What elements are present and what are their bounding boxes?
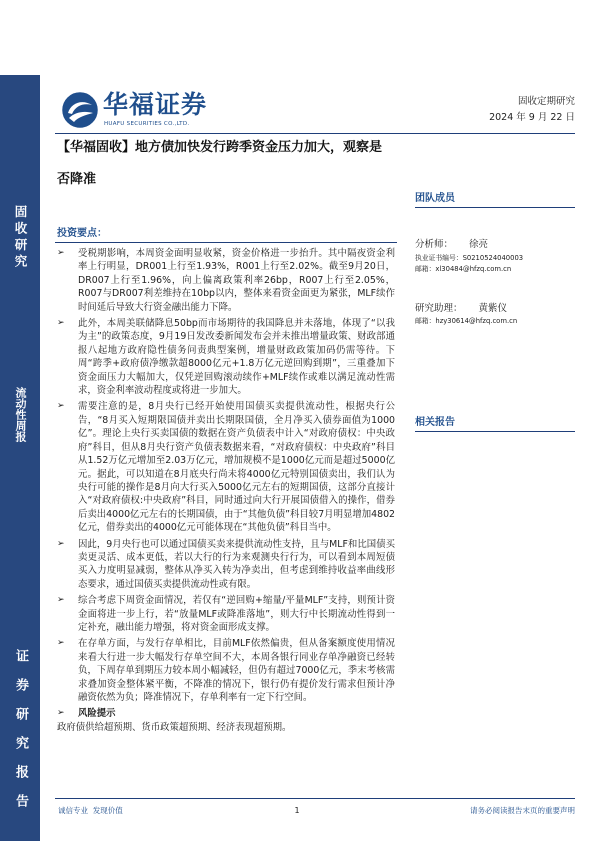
sidebar-section-securities-research: 证券研究报告: [13, 649, 28, 823]
assistant-name: 黄紫仪: [478, 303, 508, 314]
bullet-arrow-icon: ➢: [57, 708, 65, 719]
key-points-list: [57, 247, 395, 734]
bullet-text: 此外，本周美联储降息50bp而市场期待的我国降息并未落地，体现了“以我为主”的政策态度，9月19日发改委新闻发布会并未推出增量政策、财政部通报八起地方政府隐性债务问责典型案例，增量财政政策加码仍需等待。下周“跨季+政府债净缴款超8000亿元+1.8万亿元逆回购到期”，三重叠加下资金面压力大幅加大，仅凭逆回购滚动续作+MLF续作或难以满足流动性需求，资金利率波动程度或将进一步加大。: [78, 318, 395, 397]
footer-divider: [55, 798, 575, 799]
analyst-label: 分析师：: [415, 239, 454, 250]
related-reports-heading: 相关报告: [415, 417, 455, 428]
related-reports-divider: [415, 431, 575, 432]
assistant-label: 研究助理：: [415, 303, 463, 314]
list-item: [57, 594, 395, 634]
key-points-divider: [55, 242, 397, 243]
page-number: 1: [294, 806, 300, 815]
brand-name-en: HUAFU SECURITIES CO.,LTD.: [104, 121, 190, 127]
bullet-arrow-icon: ➢: [57, 248, 65, 258]
risk-warning-label: 风险提示: [78, 708, 116, 720]
bullet-arrow-icon: ➢: [57, 401, 65, 412]
risk-warning-text: 政府债供给超预期、货币政策超预期、经济表现超预期。: [57, 721, 292, 733]
list-item: [57, 538, 395, 592]
brand-name-cn: 华福证券: [103, 90, 208, 119]
footer-slogan: 诚信专业 发现价值: [58, 806, 123, 815]
analyst-name: 徐亮: [469, 239, 489, 250]
bullet-text: 因此，9月央行也可以通过国债买卖来提供流动性支持，且与MLF和比国债买卖更灵活、成本更低，若以大行的行为来观测央行行为，可以看到本周短债买入力度明显减弱，整体从净买入转为净卖出，但考虑到维持收益率曲线形态要求，通过国债买卖提供流动性或有限。: [78, 538, 395, 590]
list-item: [57, 637, 395, 704]
bullet-arrow-icon: ➢: [57, 318, 65, 329]
team-divider: [415, 207, 575, 208]
sidebar-section-liquidity-weekly: 流动性周报: [14, 387, 27, 442]
list-item: [57, 247, 395, 314]
analyst-certificate: 执业证书编号：S0210524040003: [415, 254, 524, 262]
assistant-email: 邮箱：hzy30614@hfzq.com.cn: [415, 317, 518, 325]
huafu-logo-icon: [62, 92, 98, 128]
report-title: 【华福固收】地方债加快发行跨季资金压力加大，观察是否降准: [57, 140, 383, 187]
key-points-heading: 投资要点：: [57, 228, 107, 239]
bullet-arrow-icon: ➢: [57, 595, 65, 606]
bullet-text: 综合考虑下周资金面情况，若仅有“逆回购+缩量/平量MLF”支持，则预计资金面将进一步上行，若“放量MLF或降准落地”，则大行中长期流动性得到一定补充，融出能力增强，将对资金面形成支撑。: [78, 595, 395, 633]
list-item: [57, 400, 395, 534]
footer-disclaimer: 请务必阅读报告末页的重要声明: [470, 806, 575, 815]
left-sidebar: [0, 75, 40, 841]
list-item: [57, 317, 395, 397]
bullet-text: 在存单方面，与发行存单相比，目前MLF依然偏贵，但从备案额度使用情况来看大行进一步大幅发行存单空间不大，本周各银行同业存单净融资已经转负，下周存单到期压力较本周小幅减轻，但仍有超过7000亿元，季末考核需求叠加资金整体紧平衡，不降准的情况下，银行仍有提价发行需求但预计净融资依然为负；降准情况下，存单利率有一定下行空间。: [78, 638, 395, 703]
risk-warning-item: [57, 707, 395, 720]
report-date: 2024 年 9 月 22 日: [489, 112, 575, 123]
analyst-email: 邮箱：xl30484@hfzq.com.cn: [415, 265, 512, 273]
bullet-arrow-icon: ➢: [57, 638, 65, 649]
report-type: 固收定期研究: [517, 96, 575, 107]
team-heading: 团队成员: [415, 193, 455, 204]
bullet-arrow-icon: ➢: [57, 538, 65, 549]
bullet-text: 需要注意的是，8月央行已经开始使用国债买卖提供流动性，根据央行公告，“8月买入短期限国债并卖出长期限国债，全月净买入债券面值为1000亿”。理论上央行买卖国债的数据在资产负债表中计入“对政府债权：中央政府”科目，但从8月央行资产负债表数据来看，“对政府债权：中央政府”科目从1.52万亿元增加至2.03万亿元，增加规模不是1000亿元而是超过5000亿元。据此，可以知道在8月底央行尚未将4000亿元特别国债卖出，我们认为央行可能的操作是8月向大行买入5000亿元左右的短期国债，这部分直接计入“对政府债权:中央政府”科目，同时通过向大行开展国债借入的操作，借券后卖出4000亿元左右的长期国债，由于“其他负债”科目较7月明显增加4802亿元，借券卖出的4000亿元可能体现在“其他负债”科目当中。: [78, 401, 395, 534]
assistant-row: [415, 303, 507, 315]
analyst-row: [415, 239, 488, 251]
bullet-text: 受税期影响，本周资金面明显收紧，资金价格进一步抬升。其中隔夜资金利率上行明显，DR001上行至1.93%，R001上行至2.02%。截至9月20日，DR007上行至1.96%，向上偏离政策利率26bp，R007上行至2.05%，R007与DR007利差维持在10bp以内，整体来看资金面更为紧张，MLF续作时间延后导致大行资金融出能力下降。: [78, 248, 395, 313]
sidebar-section-fixed-income: 固收研究: [13, 205, 28, 271]
